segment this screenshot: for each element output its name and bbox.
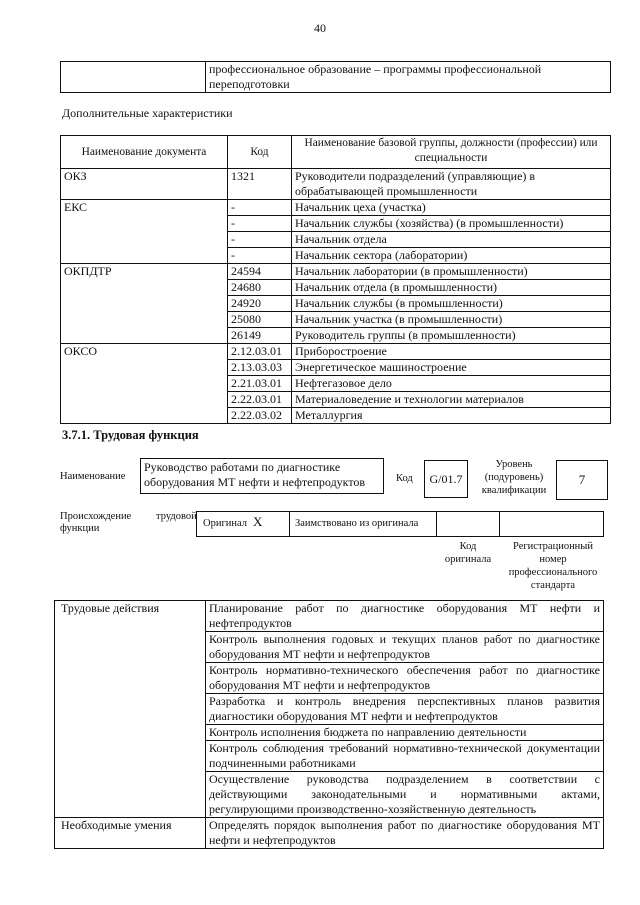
code-label: Код [396,473,413,484]
borrowed-label: Заимствовано из оригинала [295,518,419,529]
code-cell: 2.12.03.01 [228,344,292,360]
function-name-field: Руководство работами по диагностике оборудования МТ нефти и нефтепродуктов [140,458,384,494]
qualification-table [60,61,611,93]
action-cell: Контроль исполнения бюджета по направлению деятельности [206,725,604,741]
specialty-name-cell: Начальник сектора (лаборатории) [292,248,611,264]
row-label-cell: Трудовые действия [55,601,206,818]
specialty-name-cell: Начальник цеха (участка) [292,200,611,216]
table-row [61,264,611,280]
original-label: Оригинал [203,518,247,529]
code-cell: 2.22.03.02 [228,408,292,424]
action-cell: Определять порядок выполнения работ по диагностике оборудования МТ нефти и нефтепродуктов [206,818,604,849]
specialty-name-cell: Руководитель группы (в промышленности) [292,328,611,344]
origin-divider [289,511,290,537]
document-cell: ОКЗ [61,169,228,200]
action-cell: Осуществление руководства подразделением в соответствии с действующими законодательными и нормативными актами, регулирующими производственно-хозяйственную деятельность [206,772,604,818]
page-number: 40 [314,21,326,35]
specialty-name-cell: Руководители подразделений (управляющие) в обрабатывающей промышленности [292,169,611,200]
code-cell: 24594 [228,264,292,280]
origin-divider [499,511,500,537]
table-row [55,601,604,632]
code-cell: - [228,248,292,264]
origin-label-word: трудовой [156,511,197,522]
code-cell: - [228,232,292,248]
specialty-name-cell: Начальник лаборатории (в промышленности) [292,264,611,280]
origin-label-line2: функции [60,523,100,534]
action-cell: Планирование работ по диагностике оборудования МТ нефти и нефтепродуктов [206,601,604,632]
code-cell: 2.21.03.01 [228,376,292,392]
specialty-name-cell: Начальник участка (в промышленности) [292,312,611,328]
header-code: Код [228,136,292,169]
document-cell: ОКПДТР [61,264,228,344]
code-cell: 26149 [228,328,292,344]
table-row [55,818,604,849]
specialty-name-cell: Начальник отдела [292,232,611,248]
table-row [61,344,611,360]
specialty-name-cell: Металлургия [292,408,611,424]
specialty-name-cell: Приборостроение [292,344,611,360]
action-cell: Контроль выполнения годовых и текущих планов работ по диагностике оборудования МТ нефти и нефтепродуктов [206,632,604,663]
level-label: Уровень (подуровень) квалификации [481,459,547,496]
header-doc: Наименование документа [61,136,228,169]
row-label-cell: Необходимые умения [55,818,206,849]
code-cell: 1321 [228,169,292,200]
specialty-name-cell: Начальник отдела (в промышленности) [292,280,611,296]
code-original-caption: Код оригинала [444,541,492,565]
code-cell: 2.22.03.01 [228,392,292,408]
empty-cell [61,62,206,93]
labor-actions-table [54,600,604,849]
characteristics-table [60,135,611,424]
section-title: 3.7.1. Трудовая функция [62,428,199,442]
code-cell: - [228,216,292,232]
action-cell: Контроль соблюдения требований нормативно-технической документации подчиненными работниками [206,741,604,772]
table-row [61,200,611,216]
origin-label-line1: Происхождение [60,511,132,522]
origin-divider [436,511,437,537]
specialty-name-cell: Нефтегазовое дело [292,376,611,392]
code-cell: 2.13.03.03 [228,360,292,376]
action-cell: Разработка и контроль внедрения перспективных планов развития диагностики оборудования МТ нефти и нефтепродуктов [206,694,604,725]
document-cell: ОКСО [61,344,228,424]
name-label: Наименование [60,471,126,482]
document-cell: ЕКС [61,200,228,264]
reg-number-caption: Регистрационный номер профессионального стандарта [508,541,598,591]
specialty-name-cell: Энергетическое машиностроение [292,360,611,376]
specialty-name-cell: Материаловедение и технологии материалов [292,392,611,408]
action-cell: Контроль нормативно-технического обеспечения работ по диагностике оборудования МТ нефти и нефтепродуктов [206,663,604,694]
education-cell: профессиональное образование – программы профессиональной переподготовки [206,62,611,93]
original-mark: X [253,514,263,529]
code-cell: 25080 [228,312,292,328]
code-cell: - [228,200,292,216]
specialty-name-cell: Начальник службы (в промышленности) [292,296,611,312]
table-row [61,169,611,200]
specialty-name-cell: Начальник службы (хозяйства) (в промышленности) [292,216,611,232]
qualification-level-field: 7 [556,460,608,500]
code-cell: 24680 [228,280,292,296]
header-name: Наименование базовой группы, должности (профессии) или специальности [292,136,611,169]
function-code-field: G/01.7 [424,460,468,498]
additional-characteristics-heading: Дополнительные характеристики [62,106,233,120]
code-cell: 24920 [228,296,292,312]
